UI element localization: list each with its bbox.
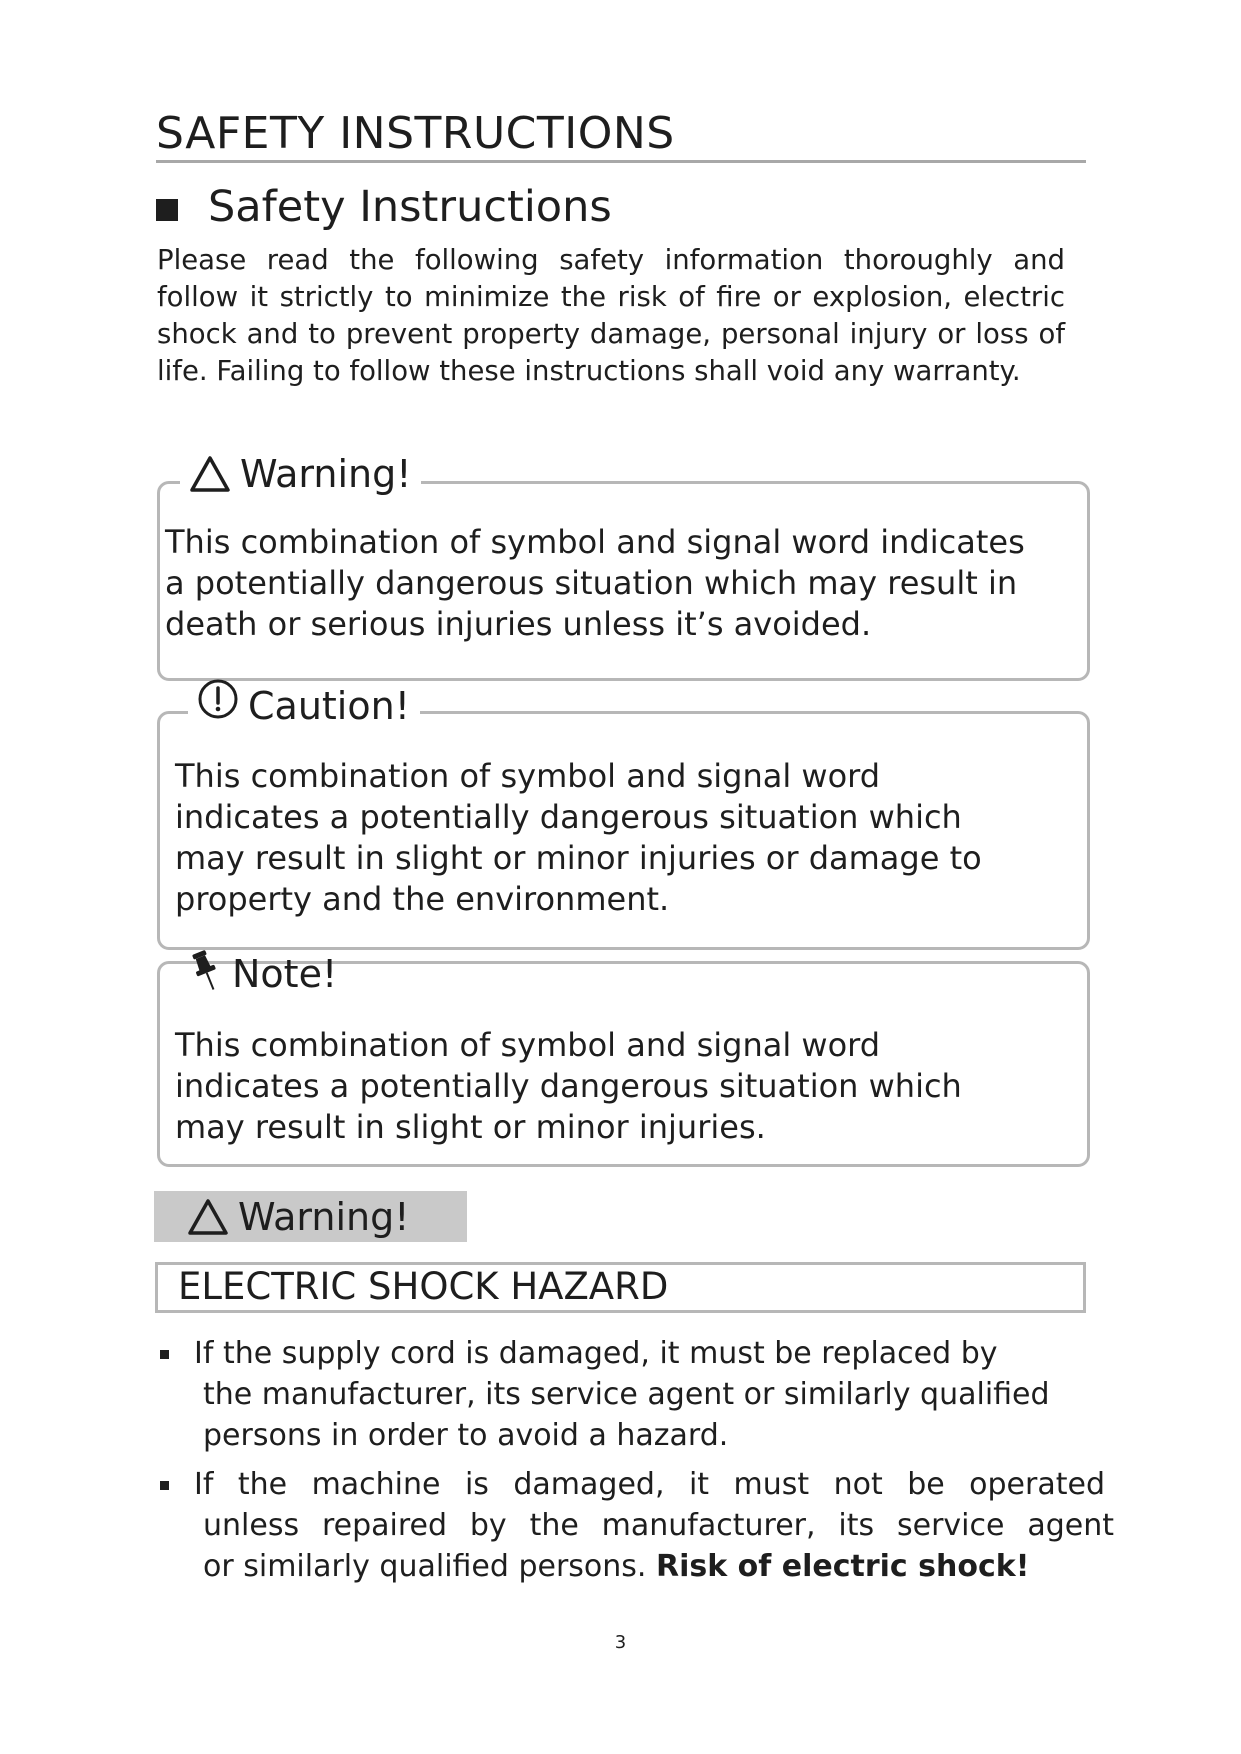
hazard-bullet-list [158,1333,1114,1595]
note-line: This combination of symbol and signal word [175,1026,881,1064]
title-divider [156,160,1086,163]
electric-shock-emphasis: Risk of electric shock! [656,1549,1030,1584]
caution-line: may result in slight or minor injuries or damage to [175,839,982,877]
bullet-line: If the machine is damaged, it must not be operated [194,1467,1105,1502]
warning-text [165,522,1025,645]
note-text [175,1025,962,1148]
bullet-text-normal: or similarly qualified persons. [203,1549,657,1584]
warning-triangle-icon [186,1197,230,1237]
note-line: may result in slight or minor injuries. [175,1108,766,1146]
hazard-warning-tag [154,1191,467,1242]
bullet-square-icon [160,1350,169,1359]
bullet-line: If the supply cord is damaged, it must be replaced by [194,1336,998,1371]
bullet-line: persons in order to avoid a hazard. [203,1418,729,1453]
caution-legend [188,684,420,728]
exclamation-circle-icon [196,677,240,721]
warning-line: This combination of symbol and signal word indicates [165,523,1025,561]
caution-label: Caution! [248,684,410,728]
pushpin-icon [188,947,224,995]
note-line: indicates a potentially dangerous situation which [175,1067,962,1105]
hazard-title-box [155,1262,1086,1313]
caution-text [175,756,982,920]
section-heading-text: Safety Instructions [208,182,612,232]
warning-label: Warning! [240,452,412,496]
bullet-line: the manufacturer, its service agent or similarly qualified [203,1377,1050,1412]
page-number: 3 [614,1632,627,1653]
section-heading [156,182,612,232]
page-title: SAFETY INSTRUCTIONS [156,108,675,159]
hazard-warning-label: Warning! [238,1194,410,1239]
hazard-title: ELECTRIC SHOCK HAZARD [178,1265,669,1308]
warning-legend [180,452,421,496]
bullet-line: unless repaired by the manufacturer, its service agent [203,1508,1114,1543]
warning-triangle-icon [188,454,232,494]
note-label: Note! [232,952,338,996]
list-item [158,1333,1108,1456]
note-legend [180,952,347,996]
intro-paragraph: Please read the following safety information thoroughly and follow it strictly to minimize the risk of fire or explosion, electric shock and to prevent property damage, personal injury or loss of life. Failing to follow these instructions shall void any warranty. [157,244,1065,387]
bullet-line [194,1546,1108,1587]
square-bullet-icon [156,199,178,221]
warning-line: a potentially dangerous situation which may result in [165,564,1018,602]
caution-line: property and the environment. [175,880,670,918]
warning-line: death or serious injuries unless it’s avoided. [165,605,872,643]
bullet-square-icon [160,1481,169,1490]
caution-line: This combination of symbol and signal word [175,757,881,795]
list-item [158,1464,1114,1587]
caution-line: indicates a potentially dangerous situation which [175,798,962,836]
